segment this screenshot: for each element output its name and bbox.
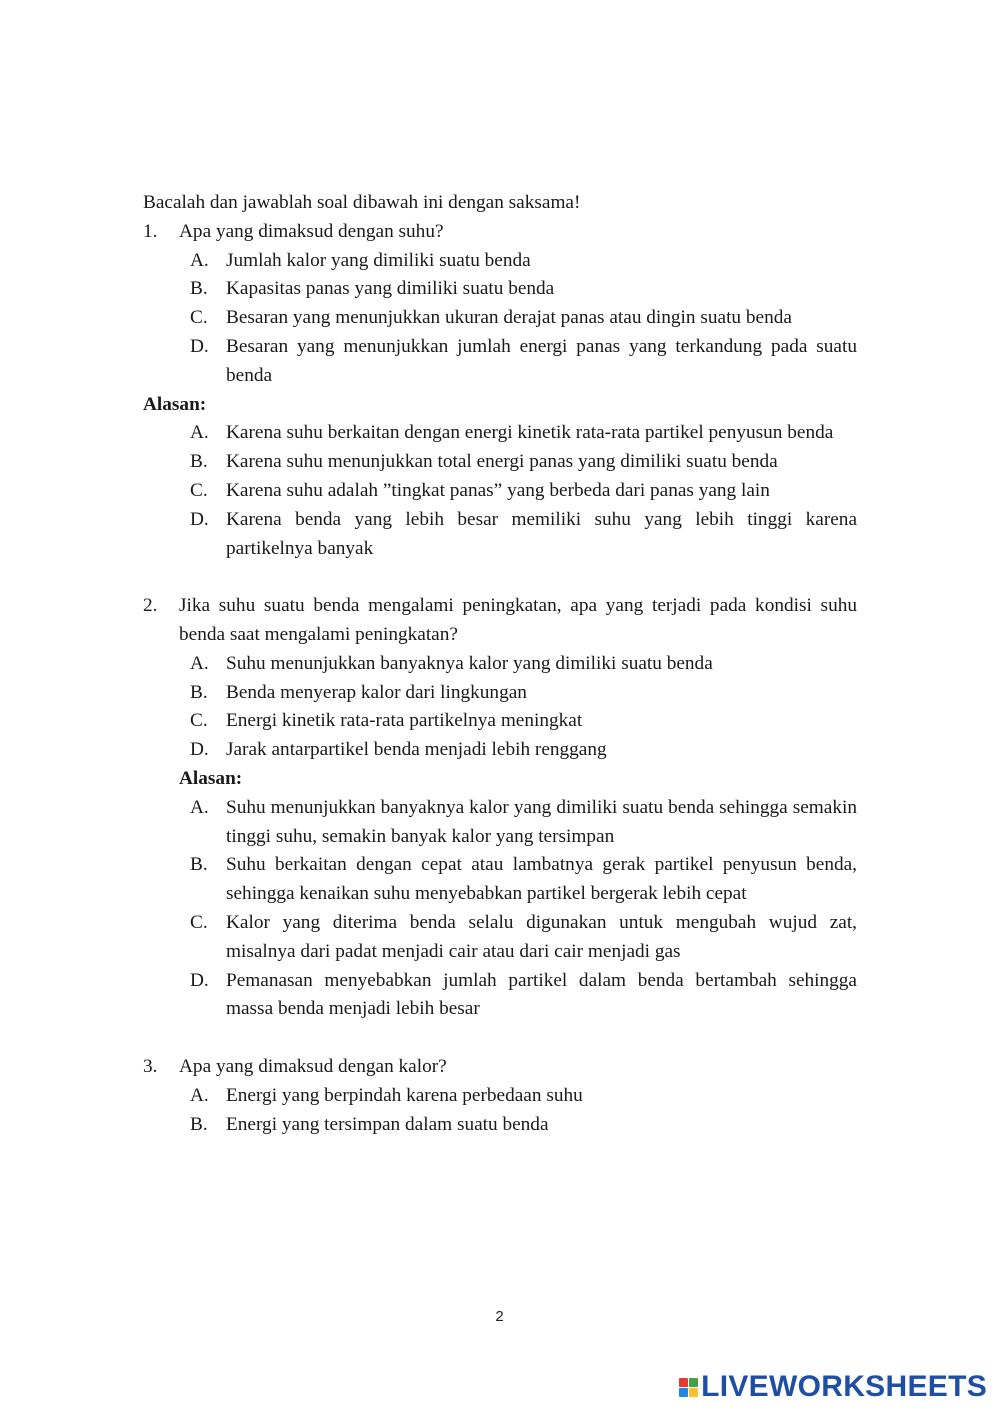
- reason-text: Karena benda yang lebih besar memiliki suhu yang lebih tinggi karena partikelnya banyak: [226, 508, 857, 559]
- reason-letter: C.: [190, 479, 208, 501]
- reason-c[interactable]: [190, 477, 857, 506]
- instructions: Bacalah dan jawablah soal dibawah ini dengan saksama!: [143, 192, 581, 213]
- reason-text: Karena suhu berkaitan dengan energi kinetik rata-rata partikel penyusun benda: [226, 422, 834, 444]
- option-text: Suhu menunjukkan banyaknya kalor yang dimiliki suatu benda: [226, 652, 713, 674]
- reason-text: Suhu menunjukkan banyaknya kalor yang dimiliki suatu benda sehingga semakin tinggi suhu, semakin banyak kalor yang tersimpan: [226, 796, 857, 847]
- option-b[interactable]: [190, 275, 857, 304]
- reason-a[interactable]: [190, 419, 857, 448]
- reason-letter: A.: [190, 796, 209, 818]
- question-text: Apa yang dimaksud dengan kalor?: [179, 1055, 447, 1077]
- question-text: Apa yang dimaksud dengan suhu?: [179, 220, 444, 242]
- spacer: [143, 563, 857, 592]
- logo-square-yellow: [689, 1388, 698, 1397]
- option-letter: A.: [190, 249, 209, 271]
- option-text: Kapasitas panas yang dimiliki suatu benda: [226, 278, 555, 300]
- reason-letter: B.: [190, 451, 208, 473]
- option-c[interactable]: [190, 707, 857, 736]
- option-d[interactable]: [190, 736, 857, 765]
- option-c[interactable]: [190, 304, 857, 333]
- question-3: [143, 1053, 857, 1139]
- option-d[interactable]: [190, 333, 857, 391]
- brand-name: LIVEWORKSHEETS: [701, 1370, 987, 1403]
- logo-square-red: [679, 1378, 688, 1387]
- reason-d[interactable]: [190, 967, 857, 1025]
- reason-letter: D.: [190, 969, 209, 991]
- option-text: Benda menyerap kalor dari lingkungan: [226, 681, 527, 703]
- option-a[interactable]: [190, 650, 857, 679]
- liveworksheets-logo[interactable]: [679, 1370, 987, 1404]
- reason-text: Karena suhu adalah ”tingkat panas” yang berbeda dari panas yang lain: [226, 479, 770, 501]
- worksheet-content: [143, 189, 857, 1139]
- reason-letter: C.: [190, 911, 208, 933]
- reason-d[interactable]: [190, 506, 857, 564]
- option-a[interactable]: [190, 1082, 857, 1111]
- option-text: Energi yang berpindah karena perbedaan suhu: [226, 1084, 583, 1106]
- option-letter: D.: [190, 739, 209, 761]
- option-b[interactable]: [190, 1111, 857, 1140]
- question-number: 3.: [143, 1055, 158, 1077]
- option-letter: D.: [190, 335, 209, 357]
- logo-square-blue: [679, 1388, 688, 1397]
- reason-a[interactable]: [190, 794, 857, 852]
- reason-text: Pemanasan menyebabkan jumlah partikel dalam benda bertambah sehingga massa benda menjadi lebih besar: [226, 969, 857, 1020]
- reason-letter: A.: [190, 422, 209, 444]
- page-number: 2: [495, 1308, 504, 1325]
- reason-text: Karena suhu menunjukkan total energi panas yang dimiliki suatu benda: [226, 451, 778, 473]
- spacer: [143, 1024, 857, 1053]
- reason-b[interactable]: [190, 851, 857, 909]
- reason-letter: B.: [190, 854, 208, 876]
- reason-letter: D.: [190, 508, 209, 530]
- question-number: 1.: [143, 220, 158, 242]
- question-2: [143, 592, 857, 1024]
- question-number: 2.: [143, 595, 158, 617]
- reason-b[interactable]: [190, 448, 857, 477]
- reason-c[interactable]: [190, 909, 857, 967]
- option-text: Energi yang tersimpan dalam suatu benda: [226, 1113, 549, 1135]
- option-letter: A.: [190, 652, 209, 674]
- alasan-label: Alasan:: [143, 393, 207, 415]
- option-letter: A.: [190, 1084, 209, 1106]
- option-text: Jarak antarpartikel benda menjadi lebih renggang: [226, 739, 607, 761]
- option-letter: B.: [190, 681, 208, 703]
- option-letter: C.: [190, 710, 208, 732]
- logo-square-green: [689, 1378, 698, 1387]
- option-text: Energi kinetik rata-rata partikelnya meningkat: [226, 710, 583, 732]
- option-letter: C.: [190, 307, 208, 329]
- alasan-label: Alasan:: [179, 767, 243, 789]
- logo-icon: [679, 1378, 698, 1397]
- option-a[interactable]: [190, 247, 857, 276]
- question-text: Jika suhu suatu benda mengalami peningkatan, apa yang terjadi pada kondisi suhu benda saat mengalami peningkatan?: [179, 595, 857, 645]
- option-text: Jumlah kalor yang dimiliki suatu benda: [226, 249, 531, 271]
- option-letter: B.: [190, 1113, 208, 1135]
- reason-text: Suhu berkaitan dengan cepat atau lambatnya gerak partikel penyusun benda, sehingga kenaikan suhu menyebabkan partikel bergerak lebih cepat: [226, 854, 857, 905]
- option-b[interactable]: [190, 679, 857, 708]
- option-text: Besaran yang menunjukkan ukuran derajat panas atau dingin suatu benda: [226, 307, 792, 329]
- question-1: [143, 218, 857, 564]
- option-letter: B.: [190, 278, 208, 300]
- reason-text: Kalor yang diterima benda selalu digunakan untuk mengubah wujud zat, misalnya dari padat menjadi cair atau dari cair menjadi gas: [226, 911, 857, 962]
- option-text: Besaran yang menunjukkan jumlah energi panas yang terkandung pada suatu benda: [226, 335, 857, 386]
